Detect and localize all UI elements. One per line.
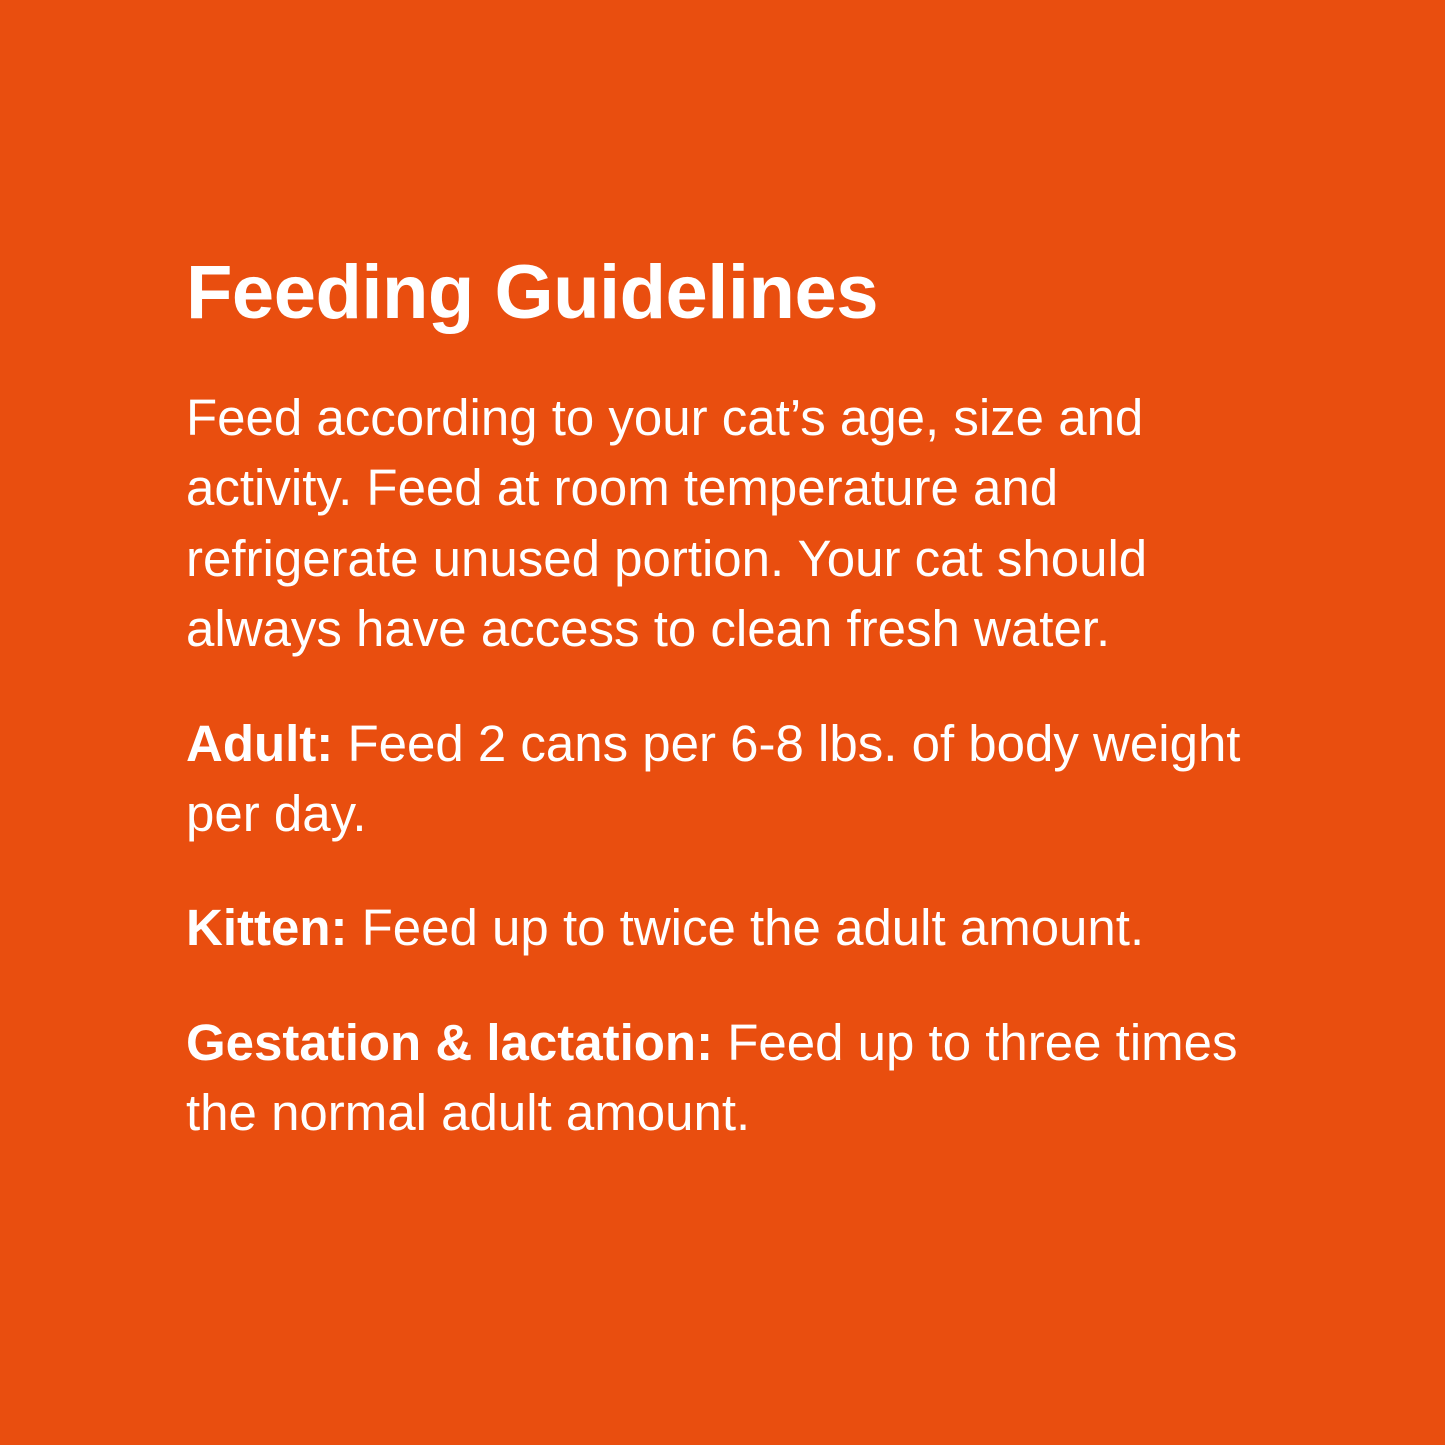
page-title: Feeding Guidelines (186, 250, 878, 335)
intro-paragraph: Feed according to your cat’s age, size and activity. Feed at room temperature and refrigerate unused portion. Your cat should always have access to clean fresh water. (186, 389, 1148, 658)
feeding-entry-gestation-lactation-text: Feed up to three times the normal adult amount. (186, 1013, 1238, 1141)
feeding-guidelines-panel (186, 250, 1276, 1148)
feeding-entry-kitten (186, 893, 1266, 963)
feeding-entry-kitten-text: Feed up to twice the adult amount. (347, 899, 1145, 957)
feeding-entry-adult (186, 709, 1266, 850)
feeding-entry-gestation-lactation (186, 1008, 1266, 1149)
feeding-entry-kitten-label: Kitten: (186, 899, 348, 957)
feeding-entry-adult-text: Feed 2 cans per 6-8 lbs. of body weight per day. (186, 714, 1241, 842)
feeding-entry-adult-label: Adult: (186, 714, 334, 772)
feeding-entry-gestation-lactation-label: Gestation & lactation: (186, 1013, 714, 1071)
